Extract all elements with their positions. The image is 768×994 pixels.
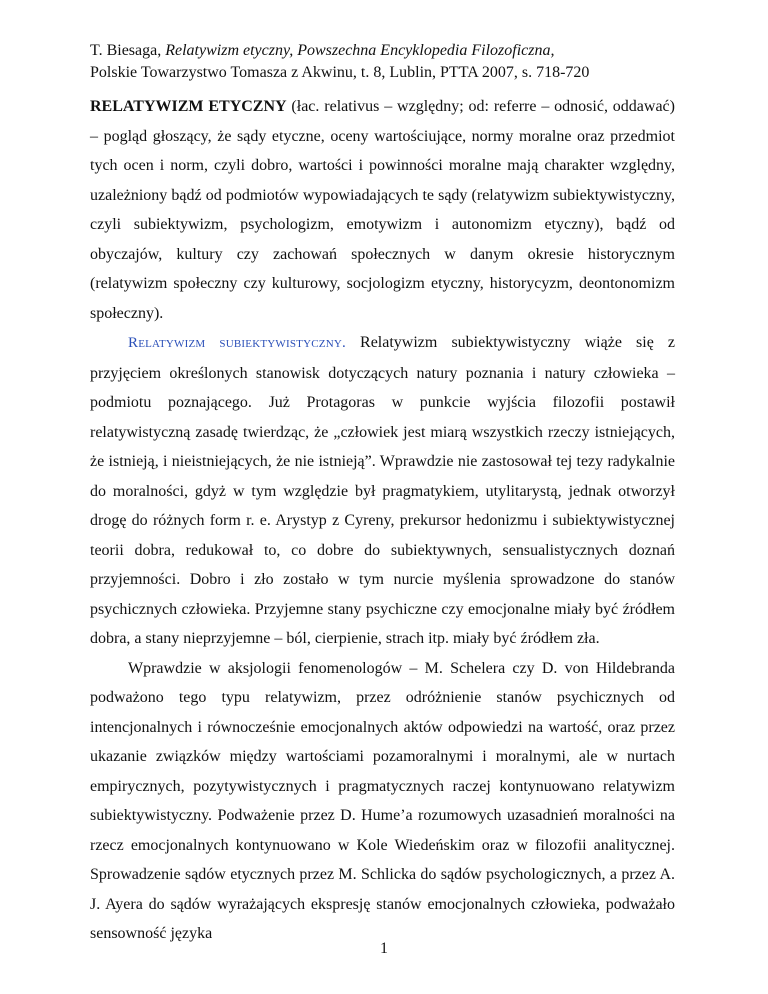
citation-header [90,40,690,84]
paragraph-subjectivist [90,328,675,654]
citation-line-1 [90,40,690,62]
paragraph-phenomenology: Wprawdzie w aksjologii fenomenologów – M. Schelera czy D. von Hildebranda podważono tego typu relatywizm, przez odróżnienie stanów psychicznych od intencjonalnych i równocześnie emocjonalnych aktów odpowiedzi na wartość, oraz przez ukazanie związków między wartościami pozamoralnymi i moralnymi, ale w nurtach empirycznych, pozytywistycznych i pragmatycznych raczej kontynuowano relatywizm subiektywistyczny. Podważenie przez D. Hume’a rozumowych uzasadnień moralności na rzecz emocjonalnych kontynuowano w Kole Wiedeńskim oraz w filozofii analitycznej. Sprowadzenie sądów etycznych przez M. Schlicka do sądów psychologicznych, a przez A. J. Ayera do sądów wyrażających ekspresję stanów emocjonalnych człowieka, podważało sensowność języka [90,659,675,942]
subjectivist-text: Relatywizm subiektywistyczny wiąże się z przyjęciem określonych stanowisk dotyczących natury poznania i natury człowieka – podmiotu poznającego. Już Protagoras w punkcie wyjścia filozofii postawił relatywistyczną zasadę twierdząc, że „człowiek jest miarą wszystkich rzeczy istniejących, że istnieją, i nieistniejących, że nie istnieją”. Wprawdzie nie zastosował tej tezy radykalnie do moralności, gdyż w tym względzie był pragmatykiem, utylitarystą, jednak otworzył drogę do różnych form r. e. Arystyp z Cyreny, prekursor hedonizmu i subiektywistycznej teorii dobra, redukował to, co dobre do subiektywnych, sensualistycznych doznań przyjemności. Dobro i zło zostało w tym nurcie myślenia sprowadzone do stanów psychicznych człowieka. Przyjemne stany psychiczne czy emocjonalne miały być źródłem dobra, a stany nieprzyjemne – ból, cierpienie, strach itp. miały być źródłem zła. [90,334,675,647]
citation-title: Relatywizm etyczny, Powszechna Encyklopedia Filozoficzna, [165,42,555,59]
section-heading: Relatywizm subiektywistyczny. [128,335,346,351]
citation-author: T. Biesaga, [90,42,166,59]
intro-text: (łac. relativus – względny; od: referre – odnosić, oddawać) – pogląd głoszący, że sądy etyczne, oceny wartościujące, normy moralne oraz przedmiot tych ocen i norm, czyli dobro, wartości i powinności moralne mają charakter względny, uzależniony bądź od podmiotów wypowiadających te sądy (relatywizm subiektywistyczny, czyli subiektywizm, psychologizm, emotywizm i autonomizm etyczny), bądź od obyczajów, kultury czy zachowań społecznych w danym okresie historycznym (relatywizm społeczny czy kulturowy, socjologizm etyczny, historycyzm, deontonomizm społeczny). [90,98,675,322]
paragraph-intro [90,92,675,328]
article-body [90,92,675,949]
entry-headword: RELATYWIZM ETYCZNY [90,98,287,115]
citation-line-2: Polskie Towarzystwo Tomasza z Akwinu, t. 8, Lublin, PTTA 2007, s. 718-720 [90,64,590,81]
page-number: 1 [380,940,388,957]
